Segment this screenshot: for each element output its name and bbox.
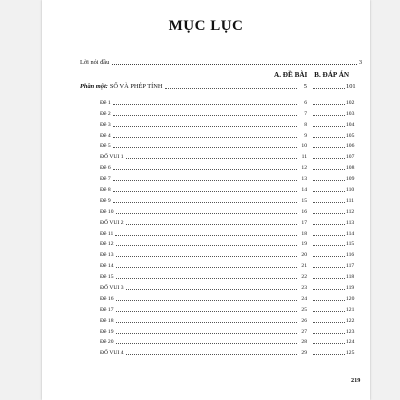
toc-row-page-b: 121	[346, 306, 355, 313]
toc-row-page-a: 23	[301, 285, 307, 292]
toc-row	[100, 324, 362, 335]
dot-leader	[113, 202, 297, 203]
toc-row-page-b: 105	[346, 132, 355, 139]
dot-leader	[116, 267, 297, 268]
toc-row-name: Đề 3	[100, 121, 111, 128]
toc-row-page-b: 120	[346, 295, 355, 302]
toc-row-page-a: 6	[304, 99, 307, 106]
toc-row-page-a: 19	[301, 241, 307, 248]
dot-leader	[313, 300, 345, 301]
toc-row-name: ĐỐ VUI 3	[100, 285, 124, 292]
dot-leader	[116, 256, 297, 257]
dot-leader	[313, 267, 345, 268]
dot-leader	[313, 235, 345, 236]
toc-row	[100, 345, 362, 356]
dot-leader	[113, 126, 297, 127]
toc-row-name: Đề 9	[100, 197, 111, 204]
part-page-b: 101	[346, 83, 356, 90]
dot-leader	[313, 169, 345, 170]
toc-row-name: Đề 16	[100, 295, 114, 302]
toc-row-page-a: 28	[301, 339, 307, 346]
toc-row-name: Đề 1	[100, 99, 111, 106]
toc-row	[100, 226, 362, 237]
toc-row-name: Đề 20	[100, 339, 114, 346]
dot-leader	[313, 88, 345, 89]
dot-leader	[113, 115, 297, 116]
toc-row	[100, 313, 362, 324]
toc-row-page-b: 114	[346, 230, 355, 237]
toc-row-page-b: 117	[346, 263, 355, 270]
dot-leader	[116, 333, 297, 334]
toc-row	[100, 247, 362, 258]
dot-leader	[116, 343, 297, 344]
toc-row	[100, 269, 362, 280]
dot-leader	[313, 289, 345, 290]
toc-row-page-a: 20	[301, 252, 307, 259]
toc-row-name: Đề 13	[100, 252, 114, 259]
dot-leader	[115, 235, 297, 236]
dot-leader	[313, 115, 345, 116]
toc-row-name: Đề 10	[100, 208, 114, 215]
toc-row	[100, 280, 362, 291]
dot-leader	[313, 256, 345, 257]
dot-leader	[313, 137, 345, 138]
dot-leader	[313, 104, 345, 105]
dot-leader	[313, 245, 345, 246]
dot-leader	[313, 191, 345, 192]
toc-row-name: Đề 12	[100, 241, 114, 248]
toc-row-page-a: 25	[301, 306, 307, 313]
toc-row-page-b: 119	[346, 285, 355, 292]
dot-leader	[116, 278, 297, 279]
toc-row-page-b: 124	[346, 339, 355, 346]
toc-row-name: Đề 11	[100, 230, 114, 237]
toc-row-name: ĐỐ VUI 1	[100, 154, 124, 161]
toc-row	[100, 106, 362, 117]
toc-row	[100, 302, 362, 313]
part-label: Phần một:	[80, 83, 108, 90]
column-header-b: B. ĐÁP ÁN	[314, 71, 350, 79]
toc-row	[100, 95, 362, 106]
dot-leader	[313, 224, 345, 225]
toc-row-page-a: 16	[301, 208, 307, 215]
page-title: MỤC LỤC	[168, 18, 244, 34]
toc-row-name: Đề 19	[100, 328, 114, 335]
toc-row-page-a: 22	[301, 274, 307, 281]
book-page	[42, 0, 370, 400]
dot-leader	[313, 354, 345, 355]
dot-leader	[126, 224, 297, 225]
toc-row-page-b: 118	[346, 274, 355, 281]
toc-row-page-a: 11	[301, 154, 307, 161]
toc-row-page-a: 10	[301, 143, 307, 150]
dot-leader	[313, 333, 345, 334]
toc-row-page-a: 15	[301, 197, 307, 204]
toc-row-name: Đề 14	[100, 263, 114, 270]
dot-leader	[113, 147, 297, 148]
toc-row-name: Đề 4	[100, 132, 111, 139]
toc-row-name: Đề 6	[100, 165, 111, 172]
toc-row-name: Đề 8	[100, 187, 111, 194]
toc-row-page-a: 8	[304, 121, 307, 128]
toc-row-page-a: 29	[301, 350, 307, 357]
toc-row-page-a: 17	[301, 219, 307, 226]
toc-row-page-b: 102	[346, 99, 355, 106]
toc-row-name: ĐỐ VUI 4	[100, 350, 124, 357]
toc-row-page-b: 106	[346, 143, 355, 150]
dot-leader	[313, 158, 345, 159]
dot-leader	[116, 322, 297, 323]
toc-row	[100, 258, 362, 269]
toc-row-page-a: 21	[301, 263, 307, 270]
column-headers	[274, 71, 354, 79]
toc-row-page-b: 122	[346, 317, 355, 324]
dot-leader	[313, 278, 345, 279]
toc-row	[100, 215, 362, 226]
toc-row	[100, 149, 362, 160]
dot-leader	[113, 180, 297, 181]
toc-row-page-a: 12	[301, 165, 307, 172]
toc-row	[100, 291, 362, 302]
toc-row-page-a: 9	[304, 132, 307, 139]
toc-row-page-b: 109	[346, 176, 355, 183]
dot-leader	[126, 158, 297, 159]
toc-row	[100, 117, 362, 128]
dot-leader	[113, 191, 297, 192]
dot-leader	[126, 354, 297, 355]
toc-row-page-b: 103	[346, 110, 355, 117]
dot-leader	[116, 300, 297, 301]
toc-row-name: ĐỐ VUI 2	[100, 219, 124, 226]
toc-row-page-b: 107	[346, 154, 355, 161]
dot-leader	[116, 245, 297, 246]
toc-row-page-b: 110	[346, 187, 355, 194]
dot-leader	[113, 137, 297, 138]
toc-list	[100, 95, 362, 356]
toc-row	[100, 335, 362, 346]
toc-row-page-b: 104	[346, 121, 355, 128]
dot-leader	[113, 104, 297, 105]
toc-row	[100, 237, 362, 248]
dot-leader	[112, 64, 357, 65]
toc-row	[100, 182, 362, 193]
toc-row-page-a: 27	[301, 328, 307, 335]
toc-row-page-b: 125	[346, 350, 355, 357]
toc-row-page-a: 7	[304, 110, 307, 117]
intro-label: Lời nói đầu	[80, 59, 110, 66]
dot-leader	[313, 322, 345, 323]
toc-row-page-b: 116	[346, 252, 355, 259]
toc-part-entry	[80, 83, 362, 90]
toc-row-page-b: 115	[346, 241, 355, 248]
toc-row-name: Đề 18	[100, 317, 114, 324]
toc-row-name: Đề 2	[100, 110, 111, 117]
dot-leader	[313, 147, 345, 148]
toc-row	[100, 160, 362, 171]
part-title: SỐ VÀ PHÉP TÍNH	[109, 83, 163, 90]
toc-row	[100, 193, 362, 204]
dot-leader	[313, 180, 345, 181]
toc-row-name: Đề 7	[100, 176, 111, 183]
toc-row-page-b: 113	[346, 219, 355, 226]
part-page-a: 5	[303, 83, 307, 90]
dot-leader	[113, 169, 297, 170]
dot-leader	[116, 213, 297, 214]
toc-row	[100, 139, 362, 150]
toc-row-page-a: 14	[301, 187, 307, 194]
toc-row-page-b: 112	[346, 208, 355, 215]
toc-row-page-a: 18	[301, 230, 307, 237]
dot-leader	[313, 213, 345, 214]
toc-row-page-b: 111	[346, 197, 354, 204]
dot-leader	[313, 343, 345, 344]
dot-leader	[313, 311, 345, 312]
column-header-a: A. ĐỀ BÀI	[274, 71, 308, 79]
toc-row-name: Đề 15	[100, 274, 114, 281]
dot-leader	[116, 311, 297, 312]
intro-page: 3	[358, 59, 362, 66]
dot-leader	[126, 289, 297, 290]
toc-intro-entry	[80, 59, 362, 66]
toc-row-page-a: 13	[301, 176, 307, 183]
page-number: 219	[351, 377, 361, 384]
toc-row	[100, 171, 362, 182]
toc-row-name: Đề 17	[100, 306, 114, 313]
dot-leader	[313, 126, 345, 127]
dot-leader	[165, 88, 298, 89]
dot-leader	[313, 202, 345, 203]
toc-row-page-b: 123	[346, 328, 355, 335]
toc-row-page-b: 108	[346, 165, 355, 172]
toc-row-page-a: 26	[301, 317, 307, 324]
toc-row	[100, 128, 362, 139]
toc-row-name: Đề 5	[100, 143, 111, 150]
toc-row-page-a: 24	[301, 295, 307, 302]
toc-row	[100, 204, 362, 215]
